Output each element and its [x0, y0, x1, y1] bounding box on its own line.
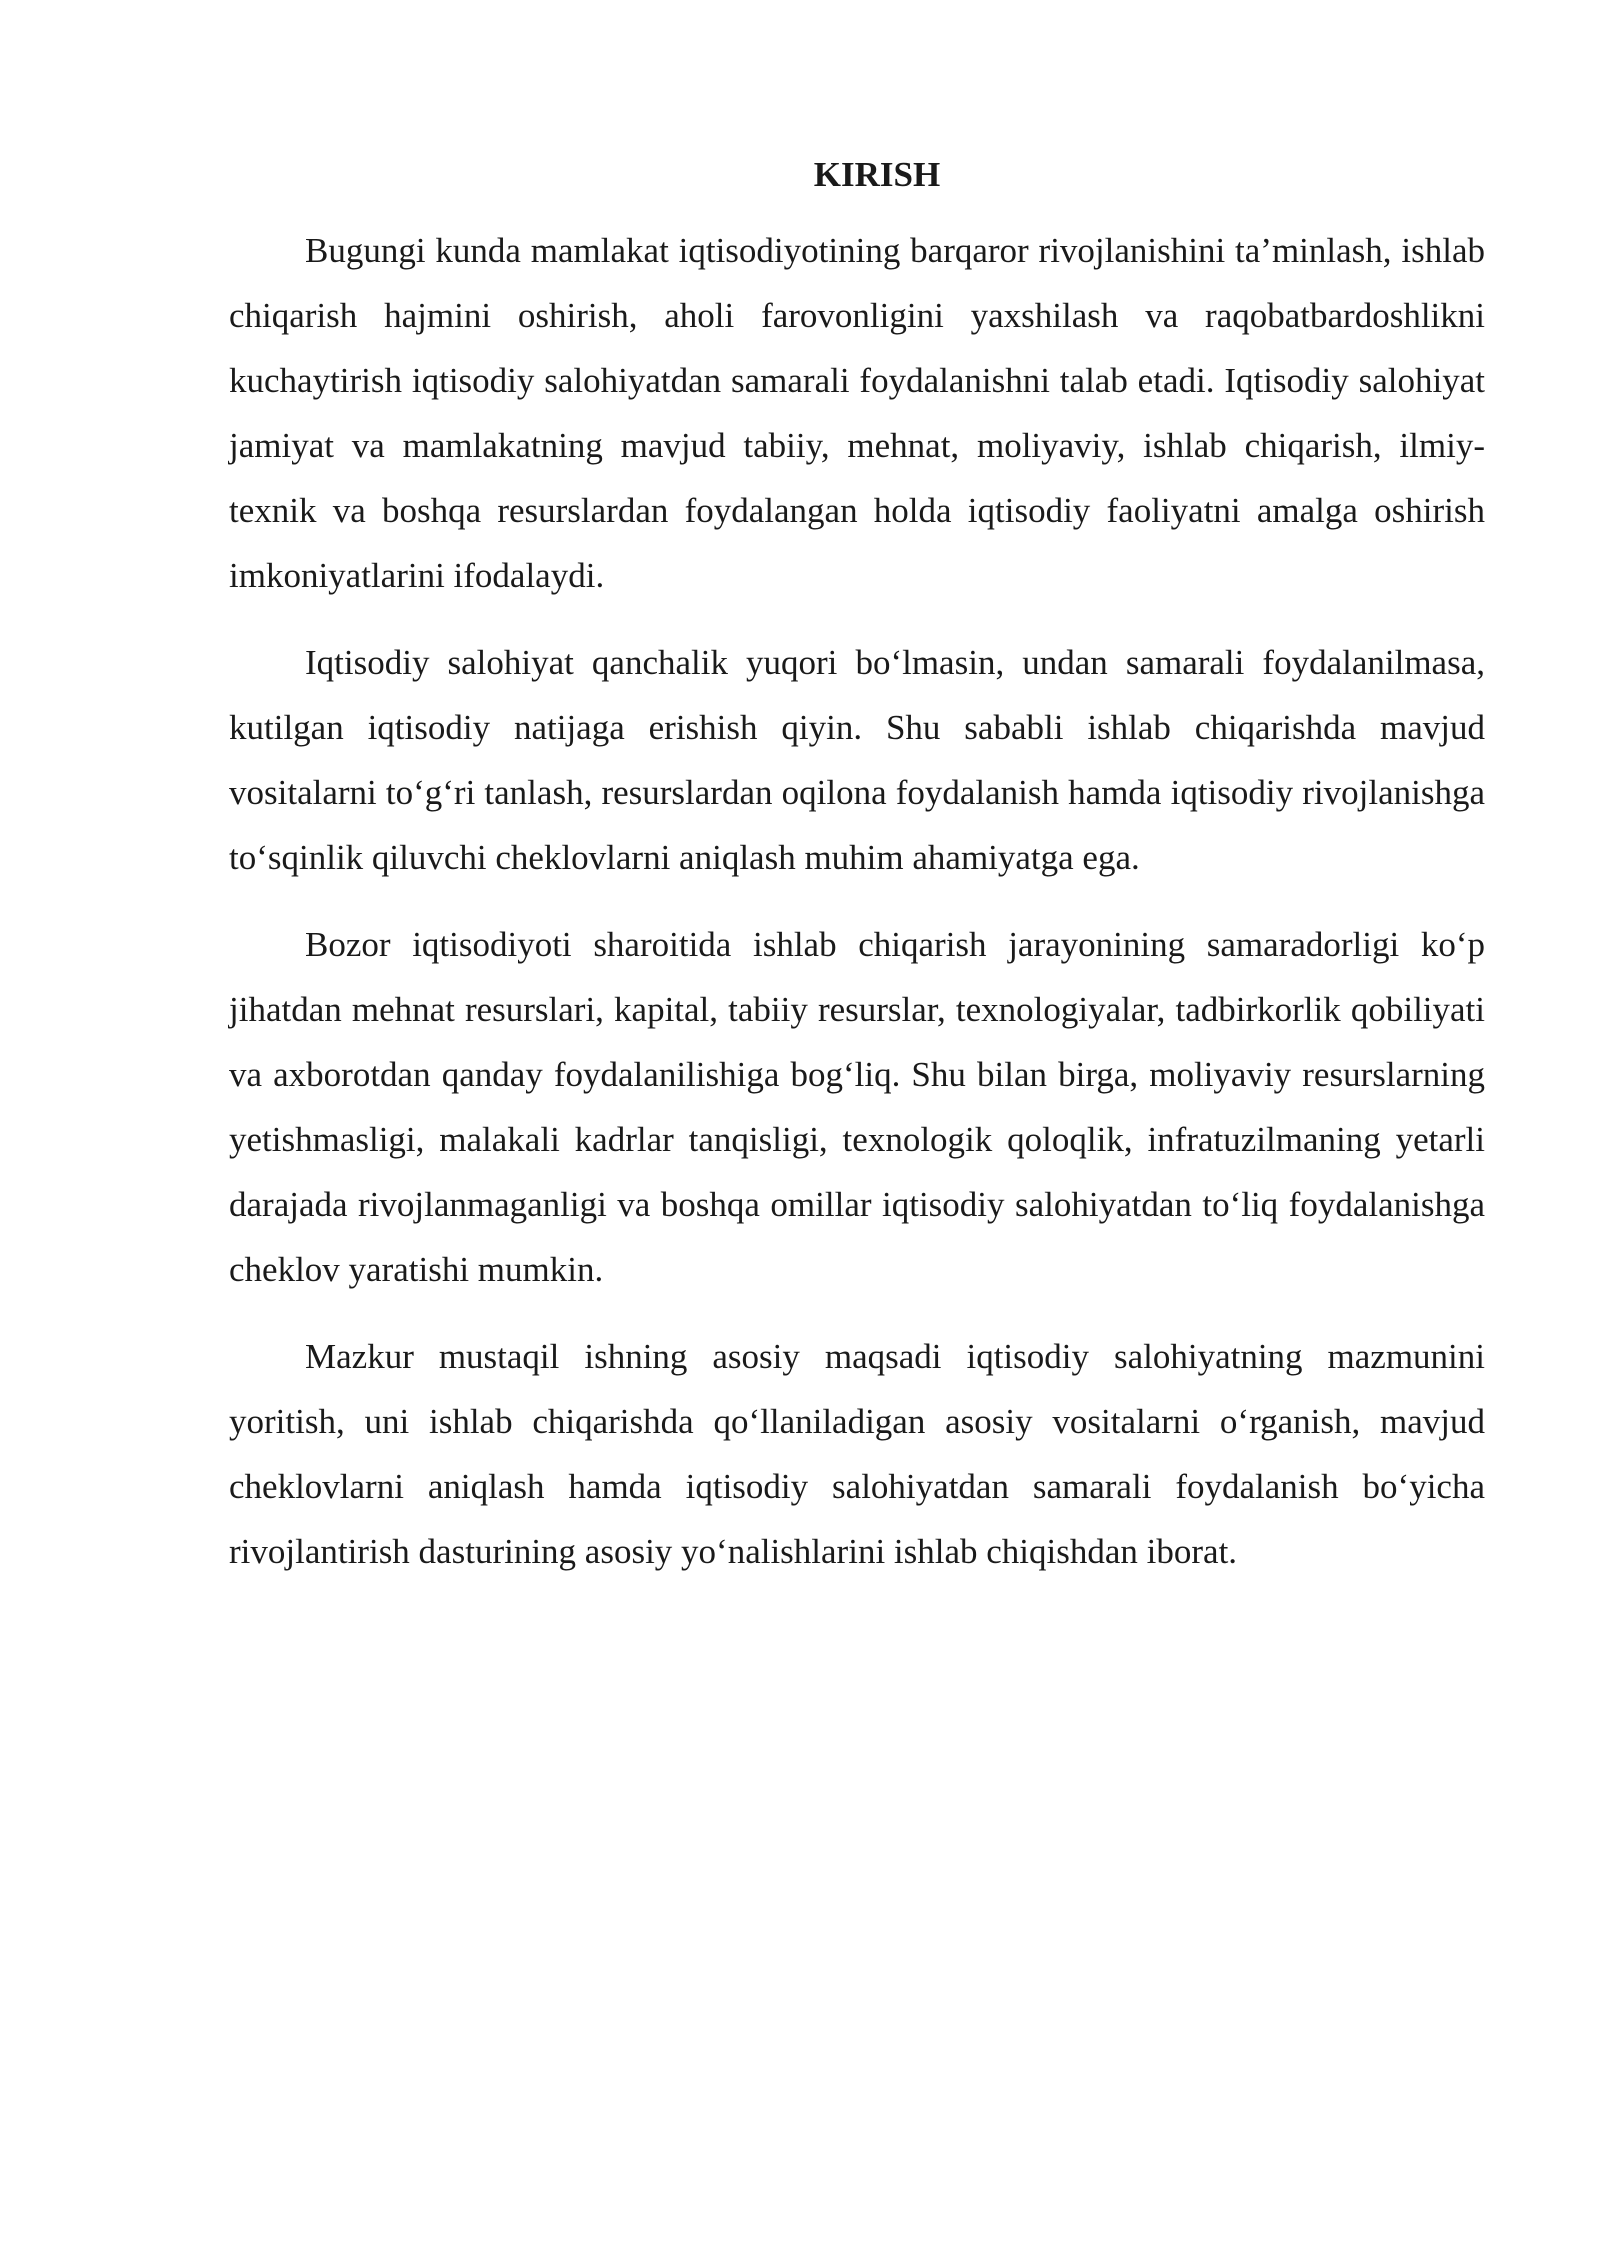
paragraph-1: Bugungi kunda mamlakat iqtisodiyotining barqaror rivojlanishini ta’minlash, ishlab chiqarish hajmini oshirish, aholi farovonligini yaxshilash va raqobatbardoshlikni kuchaytirish iqtisodiy salohiyatdan samarali foydalanishni talab etadi. Iqtisodiy salohiyat jamiyat va mamlakatning mavjud tabiiy, mehnat, moliyaviy, ishlab chiqarish, ilmiy-texnik va boshqa resurslardan foydalangan holda iqtisodiy faoliyatni amalga oshirish imkoniyatlarini ifodalaydi.: [229, 231, 1485, 595]
paragraph-3: Bozor iqtisodiyoti sharoitida ishlab chiqarish jarayonining samaradorligi ko‘p jihatdan mehnat resurslari, kapital, tabiiy resurslar, texnologiyalar, tadbirkorlik qobiliyati va axborotdan qanday foydalanilishiga bog‘liq. Shu bilan birga, moliyaviy resurslarning yetishmasligi, malakali kadrlar tanqisligi, texnologik qoloqlik, infratuzilmaning yetarli darajada rivojlanmaganligi va boshqa omillar iqtisodiy salohiyatdan to‘liq foydalanishga cheklov yaratishi mumkin.: [229, 925, 1485, 1289]
paragraph-4: Mazkur mustaqil ishning asosiy maqsadi iqtisodiy salohiyatning mazmunini yoritish, uni ishlab chiqarishda qo‘llaniladigan asosiy vositalarni o‘rganish, mavjud cheklovlarni aniqlash hamda iqtisodiy salohiyatdan samarali foydalanish bo‘yicha rivojlantirish dasturining asosiy yo‘nalishlarini ishlab chiqishdan iborat.: [229, 1337, 1485, 1571]
paragraph-2: Iqtisodiy salohiyat qanchalik yuqori bo‘lmasin, undan samarali foydalanilmasa, kutilgan iqtisodiy natijaga erishish qiyin. Shu sababli ishlab chiqarishda mavjud vositalarni to‘g‘ri tanlash, resurslardan oqilona foydalanish hamda iqtisodiy rivojlanishga to‘sqinlik qiluvchi cheklovlarni aniqlash muhim ahamiyatga ega.: [229, 643, 1485, 877]
document-body: [229, 148, 1485, 1606]
section-heading: KIRISH: [813, 155, 941, 194]
